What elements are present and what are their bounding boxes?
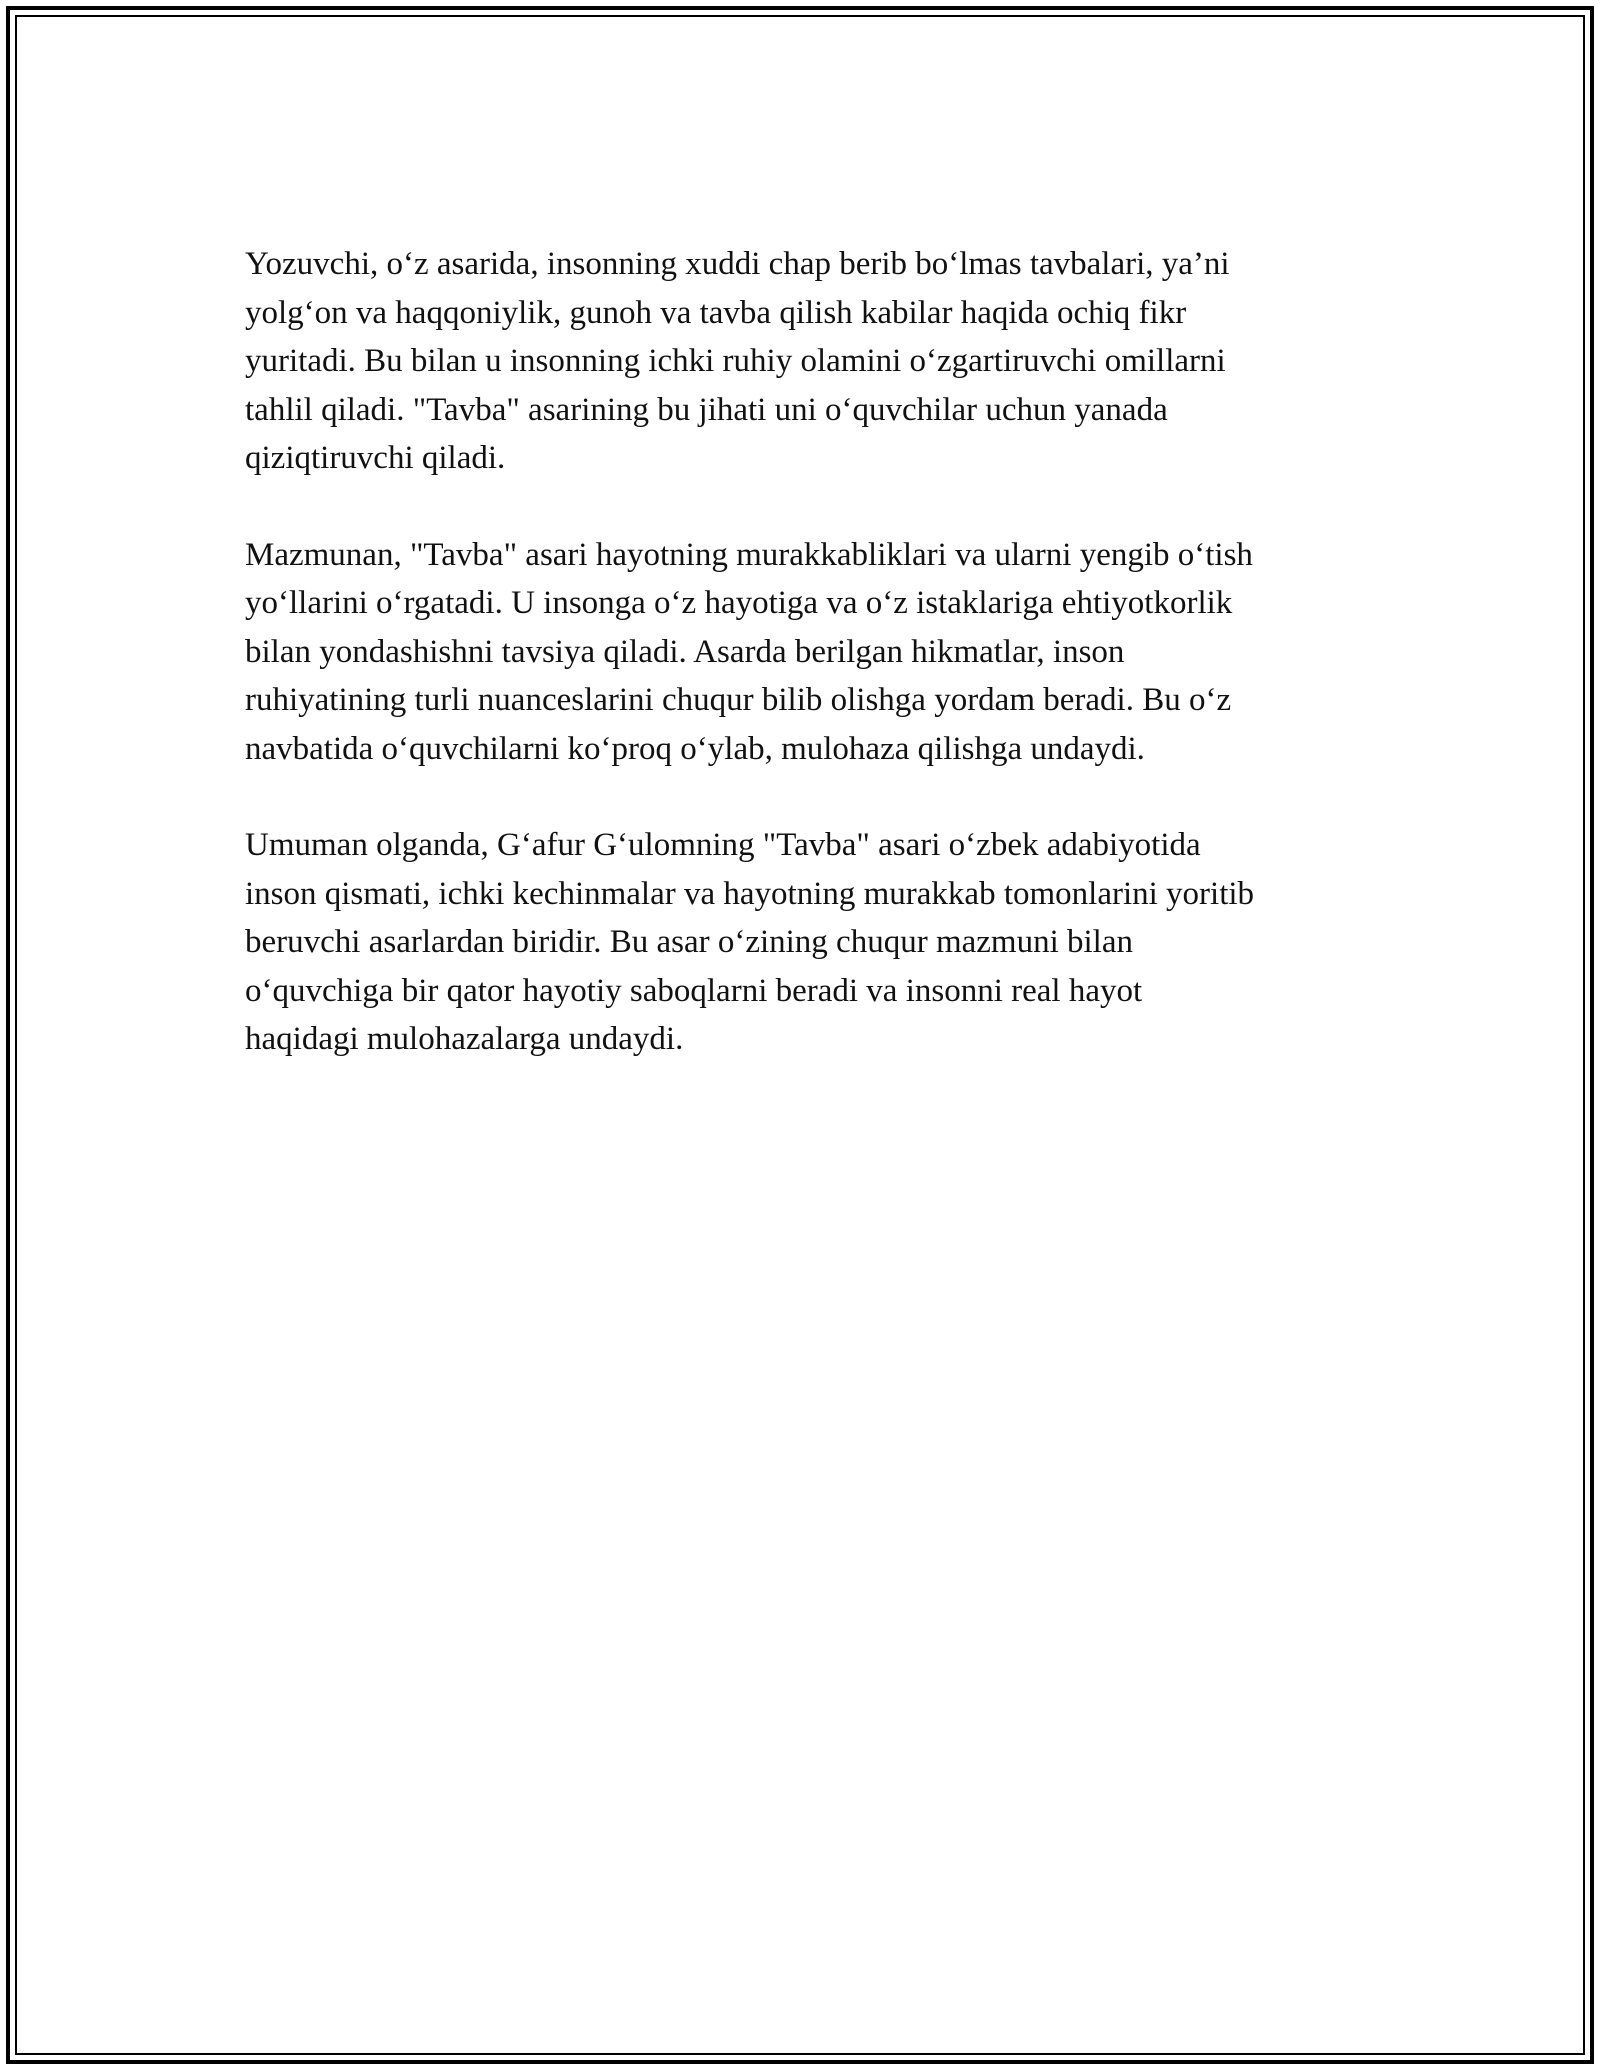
page-frame bbox=[6, 6, 1594, 2064]
paragraph-3: Umuman olganda, G‘afur G‘ulomning "Tavba" asari o‘zbek adabiyotida inson qismati, ichki kechinmalar va hayotning murakkab tomonlarini yoritib beruvchi asarlardan biridir. Bu asar o‘zining chuqur mazmuni bilan o‘quvchiga bir qator hayotiy saboqlarni beradi va insonni real hayot haqidagi mulohazalarga undaydi. bbox=[245, 827, 1255, 1057]
paragraph-2: Mazmunan, "Tavba" asari hayotning murakkabliklari va ularni yengib o‘tish yo‘llarini o‘rgatadi. U insonga o‘z hayotiga va o‘z istaklariga ehtiyotkorlik bilan yondashishni tavsiya qiladi. Asarda berilgan hikmatlar, inson ruhiyatining turli nuanceslarini chuqur bilib olishga yordam beradi. Bu o‘z navbatida o‘quvchilarni ko‘proq o‘ylab, mulohaza qilishga undaydi. bbox=[245, 536, 1253, 767]
document-body bbox=[245, 240, 1385, 1112]
paragraph-1: Yozuvchi, o‘z asarida, insonning xuddi chap berib bo‘lmas tavbalari, ya’ni yolg‘on va haqqoniylik, gunoh va tavba qilish kabilar haqida ochiq fikr yuritadi. Bu bilan u insonning ichki ruhiy olamini o‘zgartiruvchi omillarni tahlil qiladi. "Tavba" asarining bu jihati uni o‘quvchilar uchun yanada qiziqtiruvchi qiladi. bbox=[245, 246, 1230, 476]
